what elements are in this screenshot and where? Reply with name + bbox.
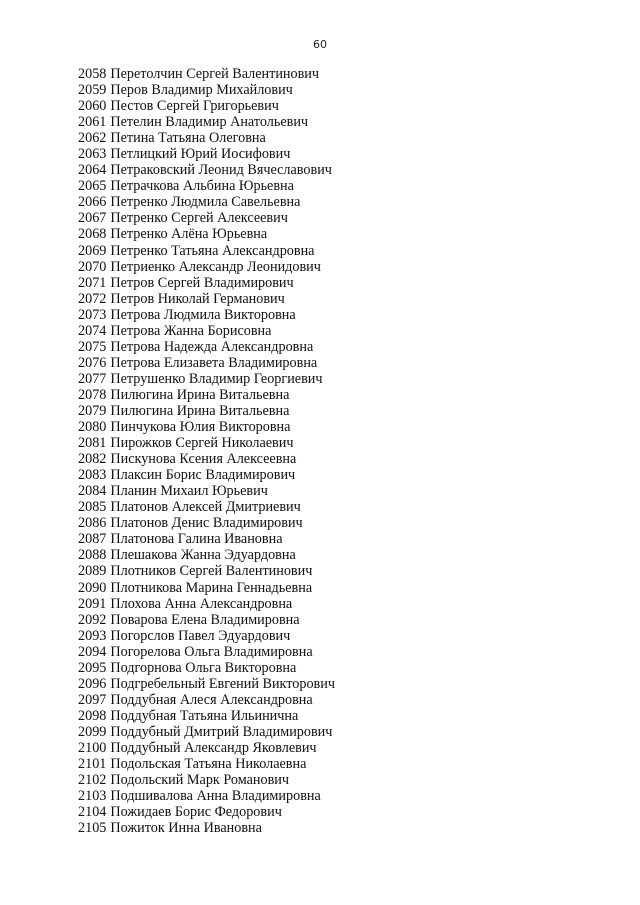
entry-name: Подольская Татьяна Николаевна [110,756,307,773]
entry-name: Петлицкий Юрий Иосифович [110,146,291,163]
entry-name: Пилюгина Ирина Витальевна [110,402,290,419]
list-item [78,676,335,692]
list-item [78,323,335,339]
entry-number: 2102 [78,772,107,789]
entry-name: Подгребельный Евгений Викторович [110,675,335,692]
entry-name: Поддубный Дмитрий Владимирович [110,723,333,740]
entry-number: 2074 [78,322,107,339]
entry-number: 2095 [78,659,107,676]
entry-name: Подгорнова Ольга Викторовна [110,659,297,676]
entry-name: Петренко Сергей Алексеевич [110,210,288,227]
entry-number: 2104 [78,804,107,821]
entry-number: 2084 [78,483,107,500]
list-item [78,66,335,82]
entry-number: 2060 [78,98,107,115]
list-item [78,515,335,531]
list-item [78,499,335,515]
list-item [78,708,335,724]
entry-number: 2089 [78,563,107,580]
entry-name: Петрова Жанна Борисовна [110,322,272,339]
entry-name: Пинчукова Юлия Викторовна [110,419,291,436]
entry-name: Пилюгина Ирина Витальевна [110,386,290,403]
entry-number: 2070 [78,258,107,275]
list-item [78,162,335,178]
entry-number: 2097 [78,691,107,708]
entry-name: Подшивалова Анна Владимировна [110,788,321,805]
entry-number: 2086 [78,515,107,532]
entry-number: 2099 [78,723,107,740]
entry-number: 2077 [78,370,107,387]
list-item [78,740,335,756]
entry-name: Петрова Надежда Александровна [110,338,314,355]
entry-number: 2091 [78,595,107,612]
list-item [78,612,335,628]
list-item [78,403,335,419]
entry-number: 2087 [78,531,107,548]
entry-number: 2105 [78,820,107,837]
entry-name: Платонов Денис Владимирович [110,515,303,532]
list-item [78,483,335,499]
list-item [78,243,335,259]
entry-name: Плотникова Марина Геннадьевна [110,579,313,596]
entry-number: 2082 [78,451,107,468]
entry-name: Пожидаев Борис Федорович [110,804,282,821]
entry-number: 2078 [78,386,107,403]
entry-name: Платонова Галина Ивановна [110,531,283,548]
entry-name: Пожиток Инна Ивановна [110,820,262,837]
list-item [78,178,335,194]
entry-number: 2071 [78,274,107,291]
entry-number: 2085 [78,499,107,516]
list-item [78,98,335,114]
entry-name: Петрушенко Владимир Георгиевич [110,370,323,387]
entry-number: 2094 [78,643,107,660]
entry-number: 2066 [78,194,107,211]
entry-number: 2076 [78,354,107,371]
entry-number: 2064 [78,162,107,179]
entry-number: 2083 [78,467,107,484]
list-item [78,275,335,291]
list-item [78,419,335,435]
list-item [78,130,335,146]
entry-number: 2073 [78,306,107,323]
entry-number: 2103 [78,788,107,805]
list-item [78,371,335,387]
list-item [78,660,335,676]
list-item [78,596,335,612]
entry-name: Пискунова Ксения Алексеевна [110,451,297,468]
list-item [78,820,335,836]
entry-number: 2096 [78,675,107,692]
entry-name: Плаксин Борис Владимирович [110,467,296,484]
page-number: 60 [313,38,327,51]
list-item [78,339,335,355]
entry-number: 2093 [78,627,107,644]
list-item [78,82,335,98]
entry-name: Поддубный Александр Яковлевич [110,739,317,756]
list-item [78,563,335,579]
entry-number: 2062 [78,130,107,147]
entry-name: Пестов Сергей Григорьевич [110,98,279,115]
list-item [78,772,335,788]
list-item [78,226,335,242]
name-list [78,66,335,836]
list-item [78,580,335,596]
entry-number: 2079 [78,402,107,419]
list-item [78,435,335,451]
list-item [78,307,335,323]
entry-name: Петров Николай Германович [110,290,285,307]
entry-number: 2065 [78,178,107,195]
entry-name: Петраковский Леонид Вячеславович [110,162,332,179]
entry-number: 2061 [78,114,107,131]
list-item [78,724,335,740]
list-item [78,467,335,483]
entry-name: Поварова Елена Владимировна [110,611,300,628]
entry-name: Погорелова Ольга Владимировна [110,643,313,660]
entry-name: Плотников Сергей Валентинович [110,563,313,580]
entry-name: Планин Михаил Юрьевич [110,483,268,500]
list-item [78,644,335,660]
entry-name: Погорслов Павел Эдуардович [110,627,291,644]
entry-number: 2101 [78,756,107,773]
entry-name: Петина Татьяна Олеговна [110,130,266,147]
entry-name: Подольский Марк Романович [110,772,289,789]
list-item [78,531,335,547]
list-item [78,194,335,210]
entry-name: Перетолчин Сергей Валентинович [110,66,320,82]
entry-name: Петрова Людмила Викторовна [110,306,296,323]
entry-number: 2072 [78,290,107,307]
entry-name: Петелин Владимир Анатольевич [110,114,309,131]
entry-number: 2075 [78,338,107,355]
entry-name: Пирожков Сергей Николаевич [110,435,294,452]
entry-name: Петрова Елизавета Владимировна [110,354,318,371]
list-item [78,210,335,226]
entry-name: Поддубная Татьяна Ильинична [110,707,299,724]
entry-name: Петренко Татьяна Александровна [110,242,315,259]
list-item [78,259,335,275]
entry-number: 2068 [78,226,107,243]
entry-name: Перов Владимир Михайлович [110,82,293,99]
entry-name: Петренко Алёна Юрьевна [110,226,268,243]
entry-number: 2069 [78,242,107,259]
entry-name: Платонов Алексей Дмитриевич [110,499,301,516]
entry-number: 2098 [78,707,107,724]
entry-number: 2058 [78,66,107,82]
entry-number: 2088 [78,547,107,564]
list-item [78,387,335,403]
list-item [78,756,335,772]
list-item [78,692,335,708]
list-item [78,355,335,371]
list-item [78,547,335,563]
list-item [78,146,335,162]
entry-number: 2090 [78,579,107,596]
list-item [78,291,335,307]
entry-number: 2067 [78,210,107,227]
entry-name: Плохова Анна Александровна [110,595,293,612]
list-item [78,788,335,804]
list-item [78,804,335,820]
entry-name: Петрачкова Альбина Юрьевна [110,178,294,195]
list-item [78,114,335,130]
entry-name: Плешакова Жанна Эдуардовна [110,547,296,564]
entry-number: 2081 [78,435,107,452]
entry-number: 2063 [78,146,107,163]
list-item [78,451,335,467]
entry-name: Петров Сергей Владимирович [110,274,294,291]
entry-name: Петриенко Александр Леонидович [110,258,321,275]
entry-name: Поддубная Алеся Александровна [110,691,313,708]
list-item [78,628,335,644]
entry-number: 2100 [78,739,107,756]
entry-name: Петренко Людмила Савельевна [110,194,301,211]
entry-number: 2059 [78,82,107,99]
entry-number: 2080 [78,419,107,436]
entry-number: 2092 [78,611,107,628]
